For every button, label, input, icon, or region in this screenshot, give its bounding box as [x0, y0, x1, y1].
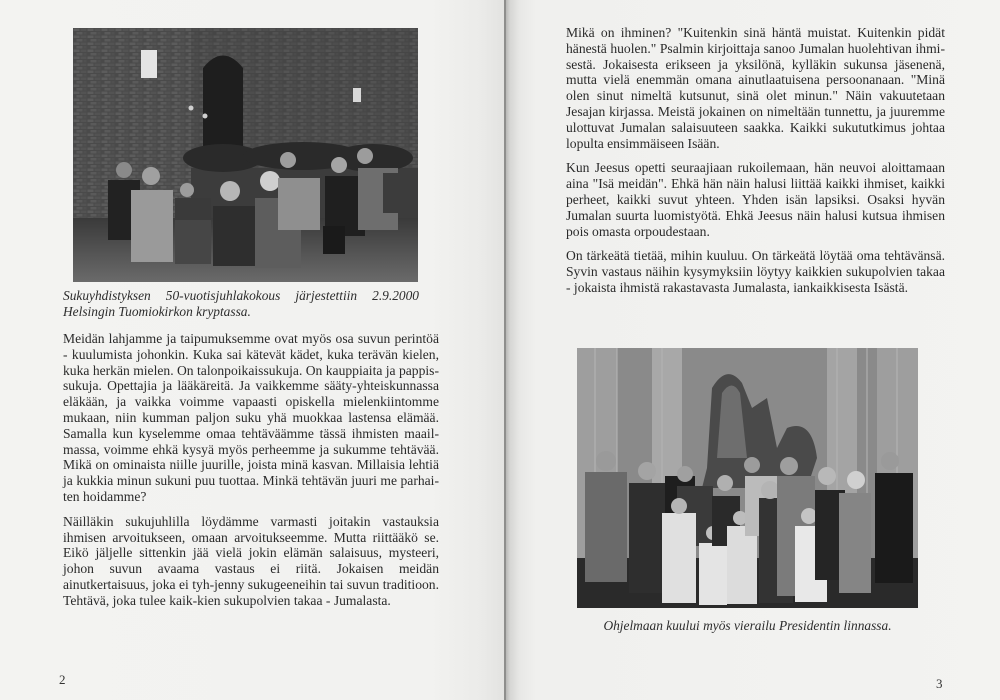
right-page — [506, 0, 1000, 700]
palace-photo-caption: Ohjelmaan kuului myös vierailu Presidentin linnassa. — [603, 618, 892, 633]
page-number-left: 2 — [59, 672, 66, 687]
body-paragraph: Näilläkin sukujuhlilla löydämme varmasti joitakin vastauksia ihmisen arvoitukseen, omaan arvoitukseemme. Mutta riittääkö se. Eikö jäljelle sittenkin jää vielä jokin elämän salaisuus, mysteeri, johon suvun avaama vastaus ei riitä. Jokaisen meidän ainutkertaisuus, joka ei tyh-jenny sukugeeneihin tai suvun traditioon. Tehtävä, joka tulee kaik-kien sukupolvien takaa - Jumalasta. — [63, 513, 439, 608]
body-paragraph: Meidän lahjamme ja taipumuksemme ovat myös osa suvun perintöä - kuulumista johonkin. Kuka sai kätevät kädet, kuka terävän kielen, kuka herkän mielen. On talonpoikaissukuja. On kauppiaita ja pappis-sukuja. Opettajia ja lääkäreitä. Ja vaikkemme sääty-yhteiskunnassa eläkään, ja vaikka voimme vapaasti opiskella mielenkiintomme mukaan, niin kumman paljon suku yhä muokkaa lastensa elämää. Samalla kun kyselemme omaa tehtäväämme tässä ihmisten maail-massa, voimme ehkä kysyä myös perheemme ja sukumme tehtävää. Mikä on ominaista niille juurille, joista minä kasvan. Millaisia lehtiä ja kukkia minun sukuni puu tuottaa. Minkä tehtävän juuri me parhai-ten hoidamme? — [63, 331, 439, 504]
group-photo-image — [577, 348, 918, 608]
binding-gutter — [504, 0, 506, 700]
body-paragraph: Mikä on ihminen? "Kuitenkin sinä häntä muistat. Kuitenkin pidät hänestä huolen." Psalmin kirjoittaja sanoo Jumalan huolehtivan ihmi-sestä. Jokaisesta erikseen ja yksilönä, kylläkin sukunsa jäsenenä, mutta vielä enemmän omana ainutlaatuisena persoonanaan. "Minä olen sinut nimeltä kutsunut, sinä olet minun." Näin vakuutetaan Jesajan kirjassa. Meistä jokainen on nimeltään tunnettu, ja juuremme ulottuvat Jumalan salaisuuteen saakka. Kaikki sukututkimus johtaa lopulta ensimmäiseen Isään. — [566, 25, 945, 151]
body-paragraph: On tärkeätä tietää, mihin kuuluu. On tärkeätä löytää oma tehtävänsä. Syvin vastaus näihin kysymyksiin löytyy kaikkien sukupolvien takaa - jokaista ihmistä rakastavasta Jumalasta, iankaikkisesta Isästä. — [566, 248, 945, 295]
crypt-audience-photo — [73, 28, 418, 282]
presidential-palace-group-photo — [577, 348, 918, 608]
left-page-body — [63, 331, 439, 618]
crypt-audience-image — [73, 28, 418, 282]
page-number-right: 3 — [936, 676, 943, 691]
right-page-body — [566, 25, 945, 305]
crypt-photo-caption: Sukuyhdistyksen 50-vuotisjuhlakokous järjestettiin 2.9.2000 Helsingin Tuomiokirkon kryptassa. — [63, 288, 419, 319]
body-paragraph: Kun Jeesus opetti seuraajiaan rukoilemaan, hän neuvoi aloittamaan aina "Isä meidän". Ehkä hän näin halusi liittää kaikki ihmiset, kaikki perheet, kaikki suvut yhteen. Yhden isän lapsiksi. Osaksi hyvän Jumalan suurta luomistyötä. Ehkä Jeesus näin halusi kutsua ihmisen pois omasta orpoudestaan. — [566, 160, 945, 239]
